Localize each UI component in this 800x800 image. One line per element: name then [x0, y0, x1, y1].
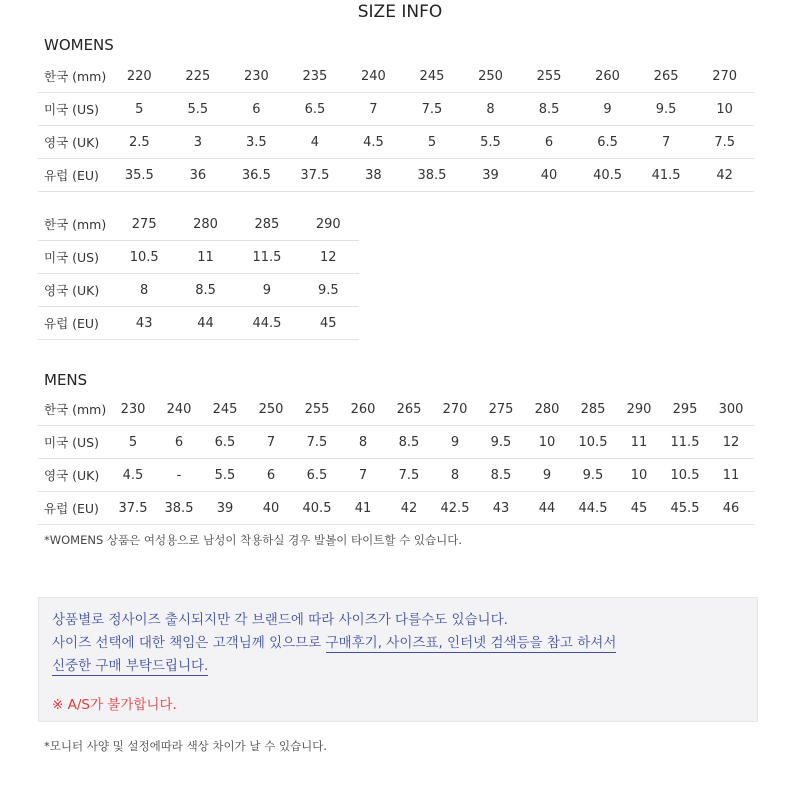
row-label: 유럽 (EU): [38, 492, 110, 525]
size-cell: 8.5: [386, 426, 432, 459]
size-cell: 44: [524, 492, 570, 525]
size-cell: 39: [461, 159, 520, 192]
size-cell: 3: [169, 126, 228, 159]
size-cell: 38.5: [403, 159, 462, 192]
row-label: 한국 (mm): [38, 60, 110, 93]
size-cell: 290: [616, 393, 662, 426]
size-cell: 10.5: [114, 241, 175, 274]
size-cell: 7: [344, 93, 403, 126]
size-cell: 11: [175, 241, 236, 274]
notice-line-2-text: 사이즈 선택에 대한 책임은 고객님께 있으므로: [52, 635, 326, 651]
size-cell: 45: [616, 492, 662, 525]
size-cell: 10.5: [662, 459, 708, 492]
table-row: [38, 274, 359, 307]
mens-label: MENS: [44, 371, 88, 389]
size-cell: 4.5: [110, 459, 156, 492]
size-cell: 7: [637, 126, 696, 159]
size-cell: 12: [298, 241, 359, 274]
size-cell: 270: [432, 393, 478, 426]
row-label: 미국 (US): [38, 426, 110, 459]
row-label: 한국 (mm): [38, 393, 110, 426]
size-cell: 5: [110, 93, 169, 126]
size-cell: 6: [156, 426, 202, 459]
size-cell: 8: [340, 426, 386, 459]
size-cell: 300: [708, 393, 754, 426]
size-cell: 4.5: [344, 126, 403, 159]
size-cell: 5.5: [169, 93, 228, 126]
size-cell: 44.5: [570, 492, 616, 525]
row-label: 미국 (US): [38, 93, 110, 126]
size-cell: 44.5: [236, 307, 297, 340]
size-cell: 37.5: [110, 492, 156, 525]
size-cell: 6.5: [294, 459, 340, 492]
size-cell: 42.5: [432, 492, 478, 525]
size-cell: 285: [570, 393, 616, 426]
notice-line-2-underlined: 구매후기, 사이즈표, 인터넷 검색등을 참고 하셔서: [325, 635, 617, 651]
womens-label: WOMENS: [44, 36, 114, 54]
size-cell: 230: [110, 393, 156, 426]
size-cell: 45: [298, 307, 359, 340]
table-row: [38, 159, 754, 192]
size-cell: 11.5: [662, 426, 708, 459]
row-label: 영국 (UK): [38, 459, 110, 492]
size-cell: 220: [110, 60, 169, 93]
size-cell: 260: [340, 393, 386, 426]
size-cell: 7: [248, 426, 294, 459]
size-cell: 6.5: [202, 426, 248, 459]
table-row: [38, 426, 754, 459]
size-cell: 285: [236, 208, 297, 241]
size-cell: 43: [114, 307, 175, 340]
row-label: 영국 (UK): [38, 126, 110, 159]
size-cell: 7.5: [695, 126, 754, 159]
size-cell: 235: [286, 60, 345, 93]
womens-fit-note: *WOMENS 상품은 여성용으로 남성이 착용하실 경우 발볼이 타이트할 수 있습니다.: [44, 533, 462, 547]
as-warning: ※ A/S가 불가합니다.: [52, 697, 177, 713]
size-cell: 38: [344, 159, 403, 192]
size-cell: 41.5: [637, 159, 696, 192]
size-cell: 260: [578, 60, 637, 93]
table-row: [38, 241, 359, 274]
size-cell: 41: [340, 492, 386, 525]
size-cell: 265: [637, 60, 696, 93]
table-row: [38, 393, 754, 426]
row-label: 미국 (US): [38, 241, 114, 274]
size-cell: 6.5: [286, 93, 345, 126]
size-cell: 5: [110, 426, 156, 459]
size-cell: 7: [340, 459, 386, 492]
table-row: [38, 60, 754, 93]
size-cell: 36.5: [227, 159, 286, 192]
size-cell: 40: [520, 159, 579, 192]
size-cell: 5.5: [202, 459, 248, 492]
size-cell: 8: [114, 274, 175, 307]
size-cell: 240: [344, 60, 403, 93]
size-cell: 7.5: [294, 426, 340, 459]
size-cell: 275: [478, 393, 524, 426]
size-cell: 255: [294, 393, 340, 426]
size-cell: 275: [114, 208, 175, 241]
monitor-color-note: *모니터 사양 및 설정에따라 색상 차이가 날 수 있습니다.: [44, 739, 328, 753]
size-cell: -: [156, 459, 202, 492]
notice-line-1: 상품별로 정사이즈 출시되지만 각 브랜드에 따라 사이즈가 다를수도 있습니다.: [52, 612, 508, 628]
womens-size-table-2: [38, 208, 359, 340]
size-cell: 270: [695, 60, 754, 93]
row-label: 유럽 (EU): [38, 159, 110, 192]
size-cell: 9: [432, 426, 478, 459]
size-cell: 250: [248, 393, 294, 426]
size-cell: 10: [524, 426, 570, 459]
size-cell: 11: [708, 459, 754, 492]
womens-size-table-1: [38, 60, 754, 192]
size-cell: 10: [616, 459, 662, 492]
size-cell: 6: [248, 459, 294, 492]
mens-size-table: [38, 393, 754, 525]
size-cell: 7.5: [386, 459, 432, 492]
row-label: 영국 (UK): [38, 274, 114, 307]
page-title: SIZE INFO: [357, 2, 443, 22]
size-cell: 225: [169, 60, 228, 93]
table-row: [38, 307, 359, 340]
size-cell: 4: [286, 126, 345, 159]
size-cell: 6: [227, 93, 286, 126]
table-row: [38, 208, 359, 241]
size-cell: 9: [236, 274, 297, 307]
size-cell: 40.5: [294, 492, 340, 525]
size-cell: 40: [248, 492, 294, 525]
size-cell: 265: [386, 393, 432, 426]
notice-line-2: [52, 631, 616, 651]
notice-line-3-underlined: 신중한 구매 부탁드립니다.: [52, 658, 209, 674]
notice-line-3: [52, 654, 208, 674]
size-cell: 11: [616, 426, 662, 459]
size-cell: 44: [175, 307, 236, 340]
size-cell: 280: [524, 393, 570, 426]
size-cell: 38.5: [156, 492, 202, 525]
size-cell: 250: [461, 60, 520, 93]
row-label: 유럽 (EU): [38, 307, 114, 340]
size-cell: 5: [403, 126, 462, 159]
size-cell: 245: [202, 393, 248, 426]
size-cell: 9.5: [298, 274, 359, 307]
size-cell: 9.5: [478, 426, 524, 459]
size-cell: 37.5: [286, 159, 345, 192]
table-row: [38, 492, 754, 525]
size-cell: 43: [478, 492, 524, 525]
size-cell: 2.5: [110, 126, 169, 159]
notice-box: [38, 597, 758, 722]
size-cell: 8.5: [478, 459, 524, 492]
size-cell: 240: [156, 393, 202, 426]
size-cell: 45.5: [662, 492, 708, 525]
size-cell: 39: [202, 492, 248, 525]
size-cell: 9.5: [637, 93, 696, 126]
size-cell: 35.5: [110, 159, 169, 192]
size-cell: 9: [578, 93, 637, 126]
size-cell: 8.5: [520, 93, 579, 126]
size-cell: 46: [708, 492, 754, 525]
row-label: 한국 (mm): [38, 208, 114, 241]
size-cell: 245: [403, 60, 462, 93]
size-cell: 9: [524, 459, 570, 492]
size-cell: 42: [386, 492, 432, 525]
size-cell: 295: [662, 393, 708, 426]
size-cell: 255: [520, 60, 579, 93]
size-cell: 7.5: [403, 93, 462, 126]
table-row: [38, 459, 754, 492]
size-cell: 230: [227, 60, 286, 93]
size-cell: 280: [175, 208, 236, 241]
size-cell: 6: [520, 126, 579, 159]
size-cell: 5.5: [461, 126, 520, 159]
size-cell: 6.5: [578, 126, 637, 159]
size-cell: 8.5: [175, 274, 236, 307]
size-cell: 9.5: [570, 459, 616, 492]
size-cell: 10.5: [570, 426, 616, 459]
size-cell: 36: [169, 159, 228, 192]
size-cell: 42: [695, 159, 754, 192]
size-cell: 10: [695, 93, 754, 126]
size-cell: 40.5: [578, 159, 637, 192]
table-row: [38, 126, 754, 159]
size-cell: 3.5: [227, 126, 286, 159]
size-cell: 8: [461, 93, 520, 126]
size-cell: 290: [298, 208, 359, 241]
table-row: [38, 93, 754, 126]
size-cell: 11.5: [236, 241, 297, 274]
size-cell: 8: [432, 459, 478, 492]
size-cell: 12: [708, 426, 754, 459]
